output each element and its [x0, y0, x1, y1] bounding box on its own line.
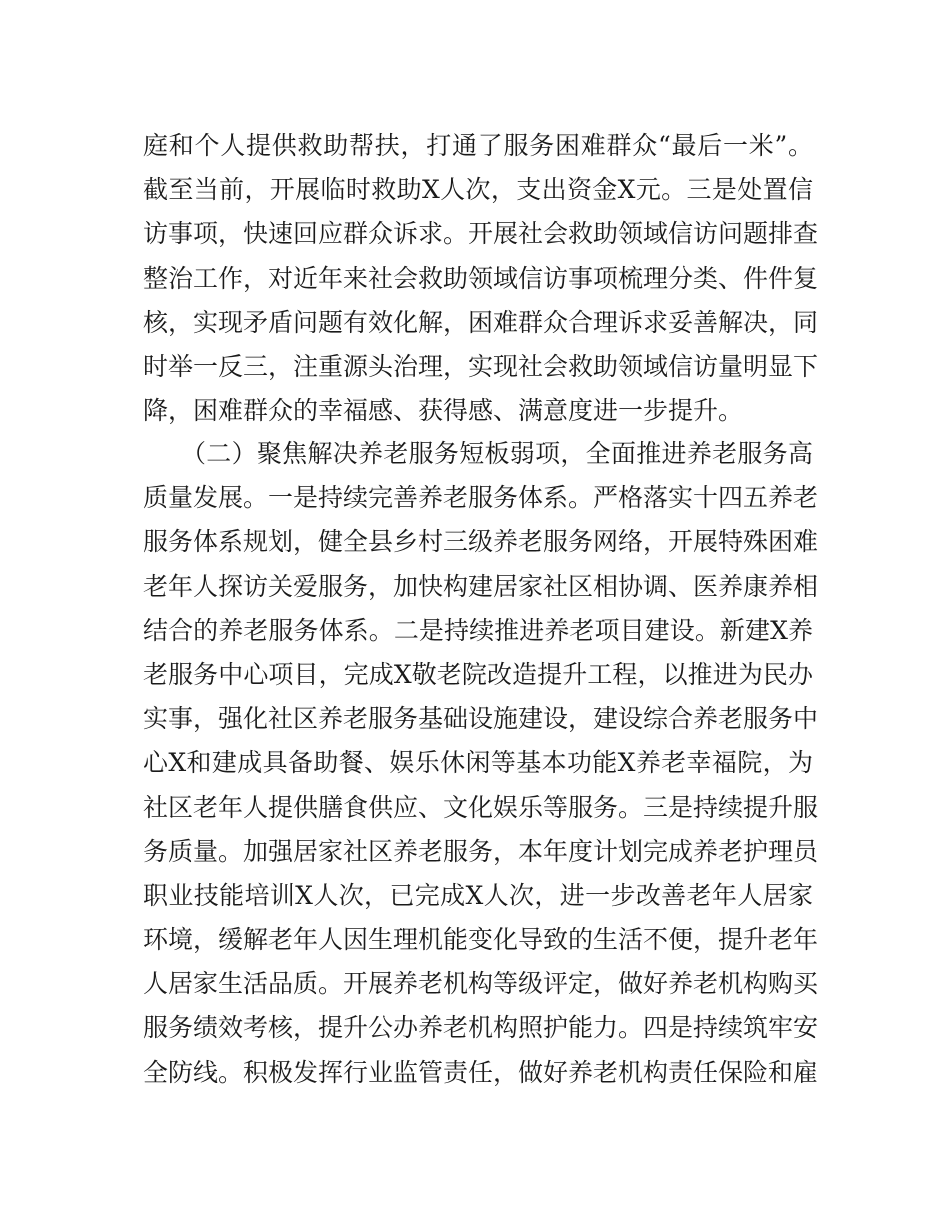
text-line: 务质量。加强居家社区养老服务，本年度计划完成养老护理员	[143, 836, 819, 866]
section-heading-line: （二）聚焦解决养老服务短板弱项，全面推进养老服务高	[181, 439, 813, 468]
text-line: 时举一反三，注重源头治理，实现社会救助领域信访量明显下	[143, 351, 819, 381]
text-line: 老年人探访关爱服务，加快构建居家社区相协调、医养康养相	[143, 571, 819, 601]
text-line: 服务体系规划，健全县乡村三级养老服务网络，开展特殊困难	[143, 527, 819, 557]
text-line: 降，困难群众的幸福感、获得感、满意度进一步提升。	[143, 396, 744, 426]
text-line: 质量发展。一是持续完善养老服务体系。严格落实十四五养老	[143, 483, 819, 513]
text-line: 实事，强化社区养老服务基础设施建设，建设综合养老服务中	[143, 704, 819, 734]
text-line: 社区老年人提供膳食供应、文化娱乐等服务。三是持续提升服	[143, 792, 819, 822]
text-line: 全防线。积极发挥行业监管责任，做好养老机构责任保险和雇	[143, 1057, 819, 1087]
paragraph-elderly-care	[143, 432, 819, 1095]
text-line: 截至当前，开展临时救助X人次，支出资金X元。三是处置信	[143, 175, 813, 205]
paragraph-social-assistance	[143, 124, 819, 433]
text-line: 访事项，快速回应群众诉求。开展社会救助领域信访问题排查	[143, 219, 819, 249]
text-line: 庭和个人提供救助帮扶，打通了服务困难群众“最后一米”。	[143, 131, 813, 160]
text-line: 整治工作，对近年来社会救助领域信访事项梳理分类、件件复	[143, 263, 819, 293]
text-line: 核，实现矛盾问题有效化解，困难群众合理诉求妥善解决，同	[143, 307, 819, 337]
text-line: 职业技能培训X人次，已完成X人次，进一步改善老年人居家	[143, 880, 813, 910]
text-line: 环境，缓解老年人因生理机能变化导致的生活不便，提升老年	[143, 925, 819, 955]
text-line: 人居家生活品质。开展养老机构等级评定，做好养老机构购买	[143, 969, 819, 999]
text-line: 心X和建成具备助餐、娱乐休闲等基本功能X养老幸福院，为	[143, 748, 813, 778]
text-line: 服务绩效考核，提升公办养老机构照护能力。四是持续筑牢安	[143, 1013, 819, 1043]
text-line: 老服务中心项目，完成X敬老院改造提升工程，以推进为民办	[143, 659, 813, 689]
text-line: 结合的养老服务体系。二是持续推进养老项目建设。新建X养	[143, 615, 813, 645]
